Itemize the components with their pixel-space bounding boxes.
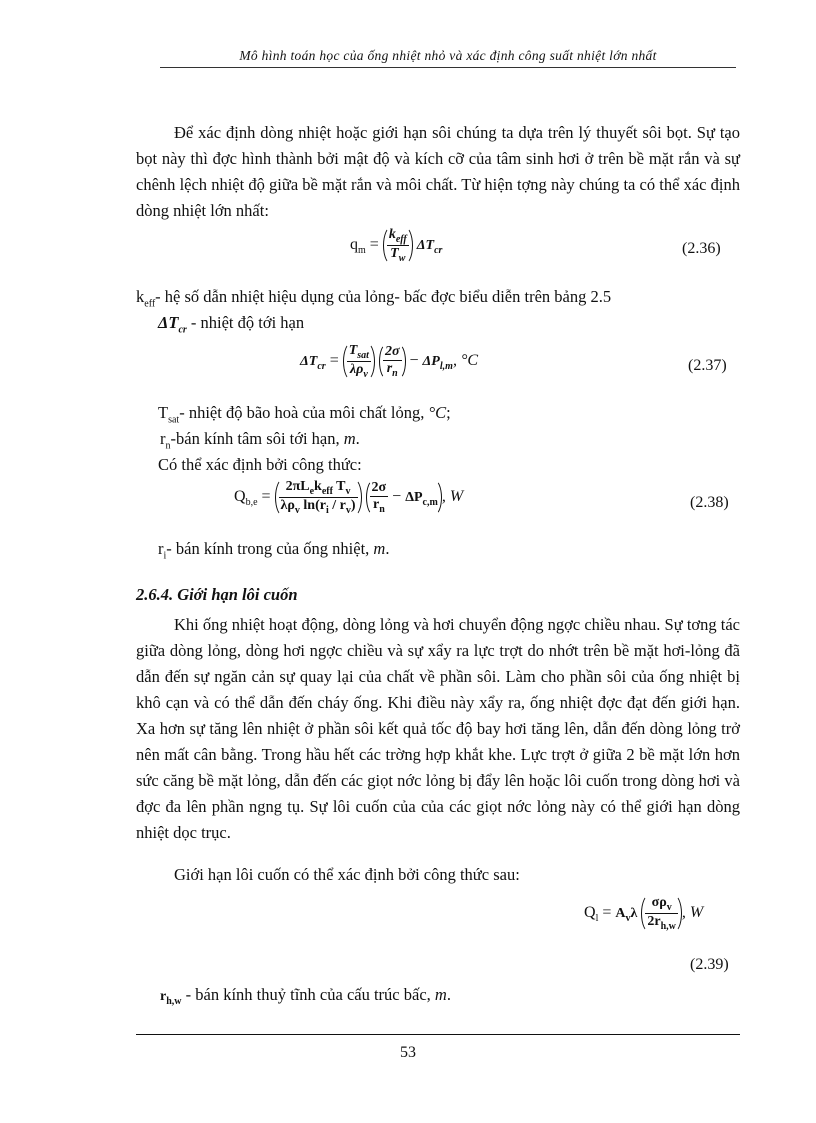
definition-delta-t-cr: $\Delta T_{cr}$ - nhiệt độ tới hạn	[158, 313, 305, 336]
eq236-lhs: $q_m$ =	[350, 235, 383, 257]
equation-number-2-37: (2.37)	[688, 357, 727, 374]
definition-ri: $r_i-$ bán kính trong của ống nhiệt, m.	[158, 539, 390, 562]
equation-2-36: $q_m$ = $\frac{k_{eff}}{T_w}$ $\Delta T_{cr}$	[350, 227, 443, 264]
definition-keff: $k_{eff}-$ hệ số dẫn nhiệt hiệu dụng của lỏng- bấc đợc biểu diễn trên bảng 2.5	[136, 287, 612, 310]
equation-2-39: $Q_l = A_v\lambda$ $\frac{\sigma\rho_v}{2r_{h,w}}$ , W	[584, 895, 704, 932]
running-header: Mô hình toán học của ống nhiệt nhỏ và xác định công suất nhiệt lớn nhất	[239, 48, 657, 63]
header-divider	[160, 67, 736, 68]
equation-number-2-36: (2.36)	[682, 240, 721, 257]
eq237-paren-2: $\frac{2\sigma}{r_n}$	[379, 343, 406, 380]
paragraph-entrainment: Khi ống nhiệt hoạt động, dòng lỏng và hơi chuyển động ngợc chiều nhau. Sự tơng tác giữa dòng lỏng, dòng hơi ngợc chiều và sự xẩy ra lực trợt do nhớt trên bề mặt hơi-lỏng đã dẫn đến sự ngăn cản sự quay lại của chất về phần sôi. Làm cho phần sôi của ống nhiệt bị khô cạn và có thể dẫn đến cháy ống. Khi điều này xẩy ra, ống nhiệt đợc đạt đến giới hạn. Xa hơn sự tăng lên nhiệt ở phần sôi kết quả tốc độ bay hơi tăng lên, dẫn đến dòng lỏng trở nên mất cân bằng. Trong hầu hết các trờng hợp khắt khe. Lực trợt ở giữa 2 bề mặt lớn hơn sức căng bề mặt lỏng, dẫn đến các giọt nớc lỏng bị đẩy lên hoặc lôi cuốn trong dòng hơi và đợc đa lên phần ngng tụ. Sự lôi cuốn của của các giọt nớc lỏng này có thể giới hạn dòng nhiệt dọc trục.	[136, 615, 740, 842]
section-heading: 2.6.4. Giới hạn lôi cuốn	[136, 585, 298, 604]
eq239-paren: $\frac{\sigma\rho_v}{2r_{h,w}}$	[641, 894, 682, 933]
page-number: 53	[400, 1044, 416, 1061]
equation-number-2-39: (2.39)	[690, 956, 729, 973]
eq238-paren-2: $\frac{2\sigma}{r_n}$ − $\Delta P_{c,m}$	[366, 479, 442, 516]
eq238-paren-1: $\frac{2\pi L_ek_{eff} T_v}{\lambda\rho_v \ln(r_i / r_v)}$	[275, 478, 362, 517]
eq236-paren	[383, 226, 413, 265]
eq237-paren-1: $\frac{T_{sat}}{\lambda\rho_v}$	[343, 342, 375, 381]
definition-rn: $r_n$-bán kính tâm sôi tới hạn, m.	[160, 429, 360, 452]
formula-intro: Có thể xác định bởi công thức:	[158, 455, 362, 474]
paragraph-entrainment-formula: Giới hạn lôi cuốn có thể xác định bởi công thức sau:	[174, 865, 520, 884]
footer-divider	[136, 1034, 740, 1035]
eq236-fraction: $\frac{k_{eff}}{T_w}$	[388, 227, 407, 264]
equation-2-38: $Q_{b,e}$ = $\frac{2\pi L_ek_{eff} T_v}{\lambda\rho_v \ln(r_i / r_v)}$ $\frac{2\sigma}{r_n}$ − $\Delta P_{c,m}$ , W	[234, 479, 464, 516]
definition-tsat: $T_{sat}-$ nhiệt độ bão hoà của môi chất lỏng, °C;	[158, 403, 451, 426]
equation-number-2-38: (2.38)	[690, 494, 729, 511]
paragraph-boiling-theory: Để xác định dòng nhiệt hoặc giới hạn sôi chúng ta dựa trên lý thuyết sôi bọt. Sự tạo bọt này thì đợc hình thành bởi mật độ và kích cỡ của tâm sinh hơi ở trên bề mặt rắn và sự chênh lệch nhiệt độ giữa bề mặt rắn và môi chất. Từ hiện tợng này chúng ta có thể xác định dòng nhiệt lớn nhất:	[136, 123, 740, 220]
definition-rhw: $r_{h,w}$ - bán kính thuỷ tĩnh của cấu trúc bấc, m.	[160, 985, 451, 1007]
equation-2-37: $\Delta T_{cr}$ = $\frac{T_{sat}}{\lambda\rho_v}$ $\frac{2\sigma}{r_n}$ − $\Delta P_{l,m}$, °C	[300, 343, 479, 380]
